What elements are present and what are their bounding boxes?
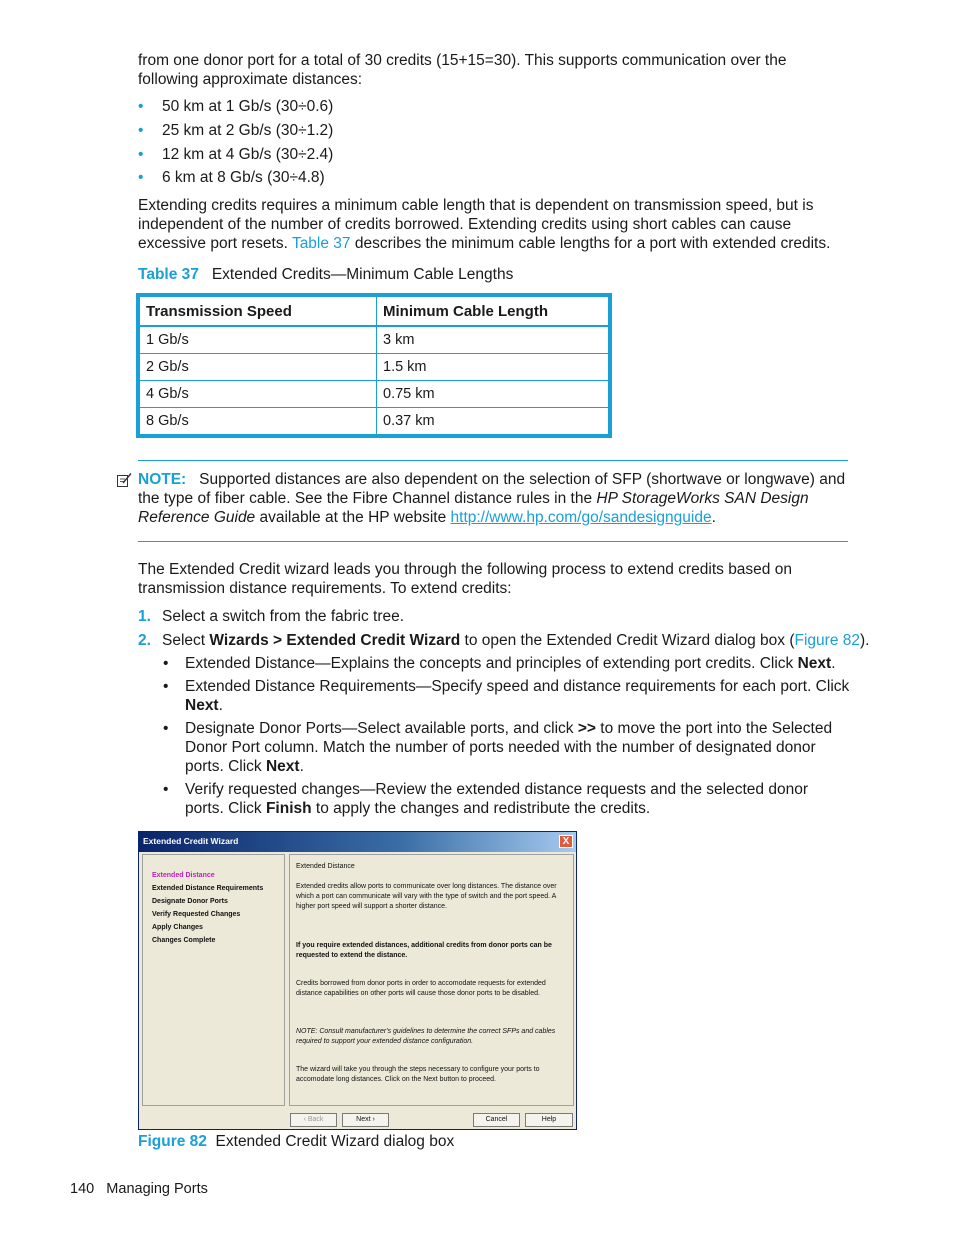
content-paragraph: Credits borrowed from donor ports in order to accomodate requests for extended distance capabilities on other ports will cause those donor ports to be disabled. — [296, 980, 546, 997]
table-header-speed: Transmission Speed — [140, 297, 377, 327]
note-top-rule — [138, 460, 848, 461]
cable-length-table — [136, 293, 612, 438]
bullet-icon: • — [163, 720, 169, 737]
substep-extended-distance: Extended Distance—Explains the concepts and principles of extending port credits. Click Next. — [185, 655, 836, 672]
page-footer — [70, 1180, 208, 1199]
sandesignguide-link[interactable]: http://www.hp.com/go/sandesignguide — [450, 509, 712, 526]
content-paragraph: Extended credits allow ports to communicate over long distances. The distance over which a port can communicate will vary with the type of switch and the port speed. A higher port speed will support a shorter distance. — [296, 883, 557, 910]
intro-paragraph: from one donor port for a total of 30 credits (15+15=30). This supports communication over the following approximate distances: — [138, 52, 787, 88]
bullet-icon: • — [138, 122, 144, 139]
nav-item-distance-requirements[interactable]: Extended Distance Requirements — [152, 885, 264, 892]
bullet-icon: • — [163, 655, 169, 672]
back-button[interactable]: ‹ Back — [290, 1113, 337, 1127]
content-note: NOTE: Consult manufacturer's guidelines to determine the correct SFPs and cables required to support your extended distance configuration. — [296, 1028, 556, 1045]
figure-caption: Figure 82 Extended Credit Wizard dialog box — [138, 1133, 455, 1150]
step-2-text: Select Wizards > Extended Credit Wizard to open the Extended Credit Wizard dialog box (Figure 82). — [162, 632, 870, 649]
note-bottom-rule — [138, 541, 848, 542]
distance-bullet-list — [0, 97, 954, 192]
section-name: Managing Ports — [106, 1181, 208, 1197]
wizard-intro-paragraph: The Extended Credit wizard leads you through the following process to extend credits based on transmission distance requirements. To extend credits: — [138, 561, 792, 597]
table-row: 1 Gb/s 3 km — [140, 326, 609, 354]
table-header-length: Minimum Cable Length — [377, 297, 609, 327]
content-paragraph: If you require extended distances, additional credits from donor ports can be requested to extend the distance. — [296, 942, 552, 959]
cable-length-paragraph: Extending credits requires a minimum cable length that is dependent on transmission speed, but is independent of the number of credits borrowed. Extending credits using short cables can cause excessive port resets. Table 37 describes the minimum cable lengths for a port with extended credits. — [138, 197, 831, 252]
bullet-icon: • — [163, 781, 169, 798]
dialog-title-bar — [139, 832, 576, 852]
note-label: NOTE: — [138, 471, 187, 488]
substep-designate-donor-ports: Designate Donor Ports—Select available ports, and click >> to move the port into the Selected Donor Port column. Match the number of ports needed with the number of designated donor ports. Click Next. — [185, 720, 833, 775]
list-item: 6 km at 8 Gb/s (30÷4.8) — [162, 169, 325, 186]
bullet-icon: • — [138, 98, 144, 115]
list-item: 12 km at 4 Gb/s (30÷2.4) — [162, 146, 334, 163]
content-paragraph: The wizard will take you through the steps necessary to configure your ports to accomodate long distances. Click on the Next button to proceed. — [296, 1066, 540, 1083]
close-icon[interactable]: X — [559, 835, 573, 848]
table-row: 2 Gb/s 1.5 km — [140, 354, 609, 381]
bullet-icon: • — [138, 169, 144, 186]
cancel-button[interactable]: Cancel — [473, 1113, 520, 1127]
note-pencil-icon — [116, 472, 132, 488]
nav-item-extended-distance[interactable]: Extended Distance — [152, 872, 215, 879]
wizard-content-panel — [289, 854, 574, 1106]
step-number: 2. — [138, 632, 151, 649]
table-row: 4 Gb/s 0.75 km — [140, 381, 609, 408]
table-row: 8 Gb/s 0.37 km — [140, 408, 609, 435]
note-paragraph: NOTE: Supported distances are also dependent on the selection of SFP (shortwave or longwave) and the type of fiber cable. See the Fibre Channel distance rules in the HP StorageWorks SAN Design Reference Guide available at the HP website http://www.hp.com/go/sandesignguide. — [138, 471, 846, 526]
list-item: 25 km at 2 Gb/s (30÷1.2) — [162, 122, 334, 139]
nav-item-apply-changes[interactable]: Apply Changes — [152, 924, 203, 931]
content-heading: Extended Distance — [296, 863, 355, 870]
extended-credit-wizard-dialog — [138, 831, 577, 1130]
table-caption: Table 37 Extended Credits—Minimum Cable Lengths — [138, 266, 514, 283]
nav-item-designate-donor-ports[interactable]: Designate Donor Ports — [152, 898, 228, 905]
step-number: 1. — [138, 608, 151, 625]
table-37-link[interactable]: Table 37 — [291, 235, 351, 252]
substep-verify-changes: Verify requested changes—Review the extended distance requests and the selected donor ports. Click Finish to apply the changes and redistribute the credits. — [185, 781, 808, 817]
step-1-text: Select a switch from the fabric tree. — [162, 608, 405, 625]
help-button[interactable]: Help — [525, 1113, 573, 1127]
figure-82-link[interactable]: Figure 82 — [794, 632, 860, 649]
bullet-icon: • — [138, 146, 144, 163]
dialog-title: Extended Credit Wizard — [143, 836, 239, 846]
list-item: 50 km at 1 Gb/s (30÷0.6) — [162, 98, 334, 115]
next-button[interactable]: Next › — [342, 1113, 389, 1127]
nav-item-changes-complete[interactable]: Changes Complete — [152, 937, 216, 944]
bullet-icon: • — [163, 678, 169, 695]
substep-distance-requirements: Extended Distance Requirements—Specify speed and distance requirements for each port. Click Next. — [185, 678, 850, 714]
wizard-step-nav — [142, 854, 285, 1106]
page-number: 140 — [70, 1181, 95, 1197]
nav-item-verify-changes[interactable]: Verify Requested Changes — [152, 911, 241, 918]
